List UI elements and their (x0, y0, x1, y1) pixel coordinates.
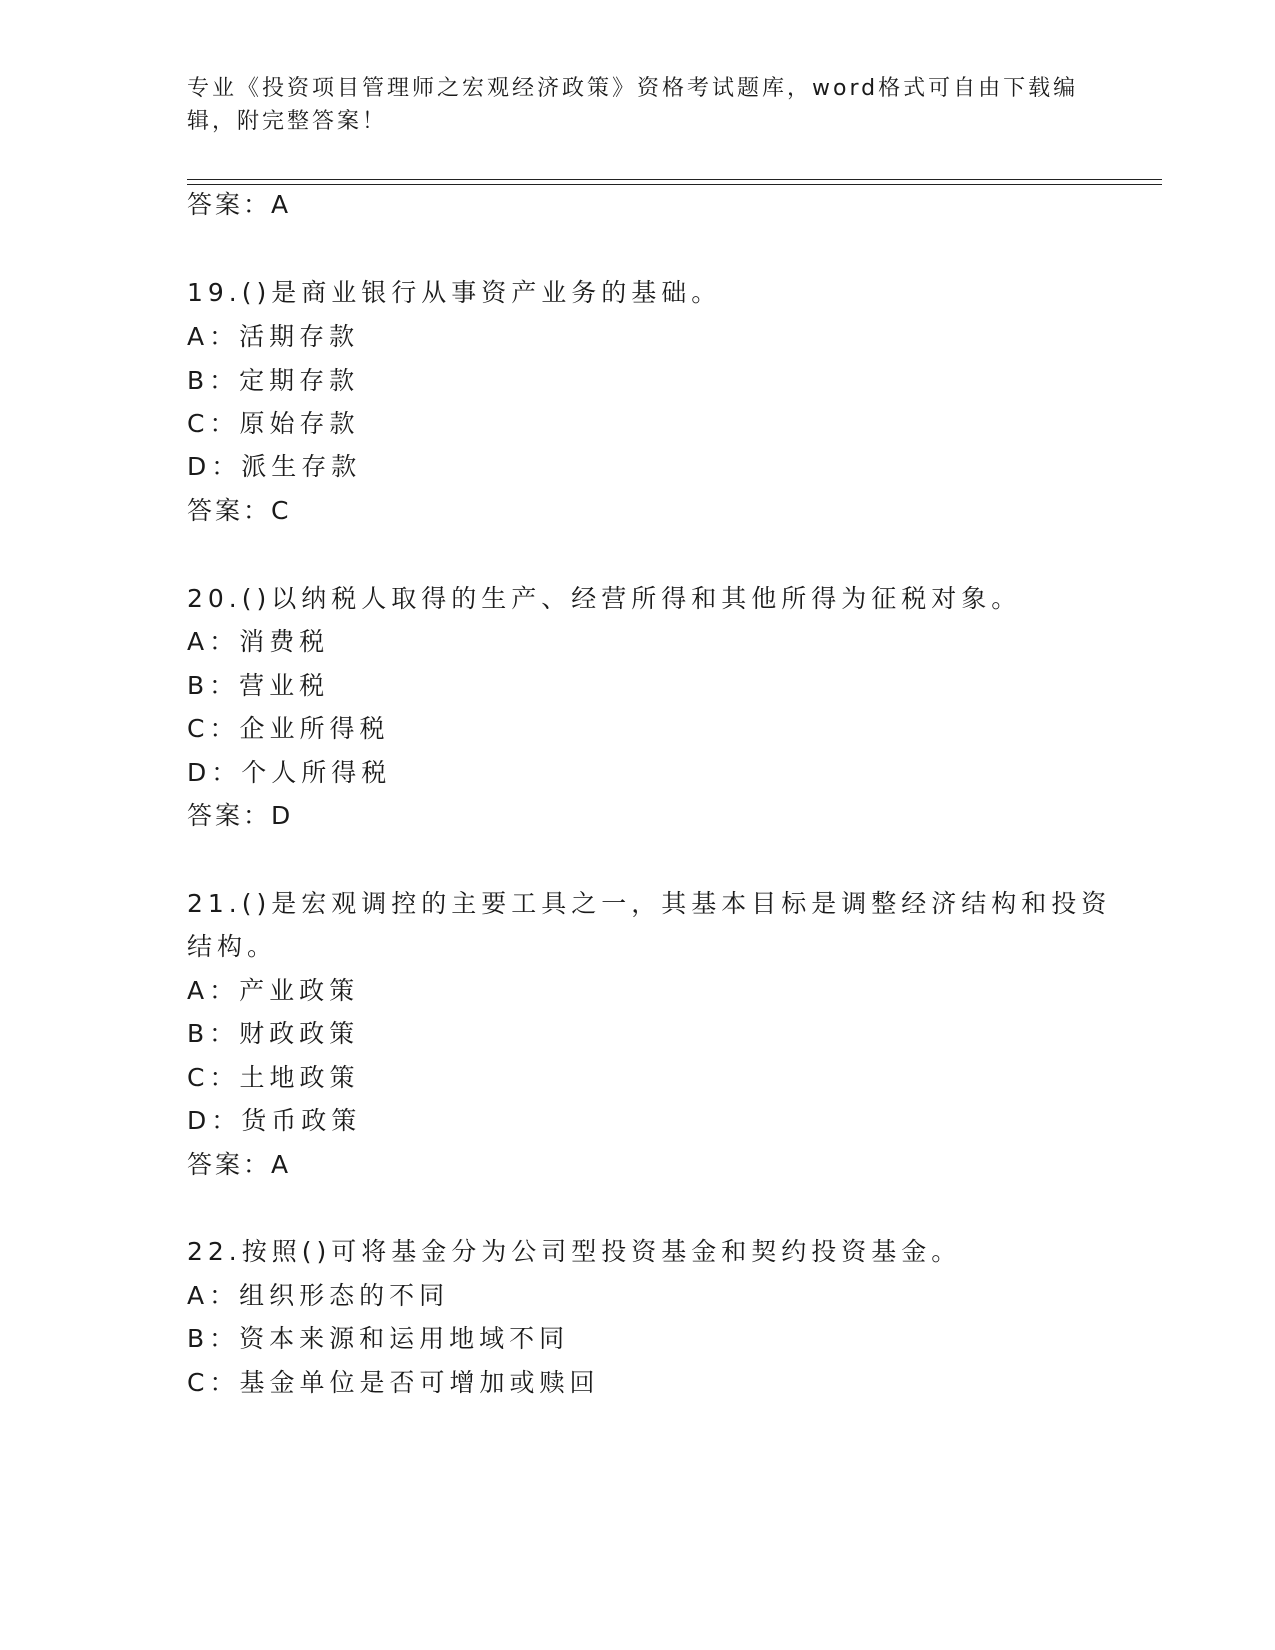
question-22-option-c: C：基金单位是否可增加或赎回 (187, 1368, 600, 1397)
question-20-option-b: B：营业税 (187, 671, 330, 700)
question-19-option-d: D：派生存款 (187, 452, 362, 481)
question-22-option-a: A：组织形态的不同 (187, 1281, 450, 1310)
question-20-option-a: A：消费税 (187, 627, 330, 656)
header-divider-top (187, 179, 1162, 180)
question-21-answer: 答案：A (187, 1150, 292, 1179)
question-21-stem-line-2: 结构。 (187, 932, 278, 961)
header-line-2: 辑，附完整答案！ (187, 109, 388, 134)
header-line-1: 专业《投资项目管理师之宏观经济政策》资格考试题库，word格式可自由下载编 (187, 76, 1079, 101)
question-20-answer: 答案：D (187, 801, 294, 830)
previous-answer: 答案：A (187, 190, 292, 219)
question-21-option-a: A：产业政策 (187, 976, 360, 1005)
question-19-option-b: B：定期存款 (187, 366, 360, 395)
question-19-stem: 19.()是商业银行从事资产业务的基础。 (187, 278, 722, 307)
question-21-option-c: C：土地政策 (187, 1063, 360, 1092)
question-20-option-c: C：企业所得税 (187, 714, 390, 743)
question-22-stem: 22.按照()可将基金分为公司型投资基金和契约投资基金。 (187, 1237, 962, 1266)
question-21-stem-line-1: 21.()是宏观调控的主要工具之一，其基本目标是调整经济结构和投资 (187, 889, 1112, 918)
question-20-option-d: D：个人所得税 (187, 758, 392, 787)
question-22-option-b: B：资本来源和运用地域不同 (187, 1324, 570, 1353)
question-20-stem: 20.()以纳税人取得的生产、经营所得和其他所得为征税对象。 (187, 584, 1022, 613)
document-header (187, 72, 1087, 138)
header-divider-bottom (187, 184, 1162, 185)
question-21-option-b: B：财政政策 (187, 1019, 360, 1048)
question-19-option-c: C：原始存款 (187, 409, 360, 438)
question-19-answer: 答案：C (187, 496, 292, 525)
question-19-option-a: A：活期存款 (187, 322, 360, 351)
question-21-option-d: D：货币政策 (187, 1106, 362, 1135)
